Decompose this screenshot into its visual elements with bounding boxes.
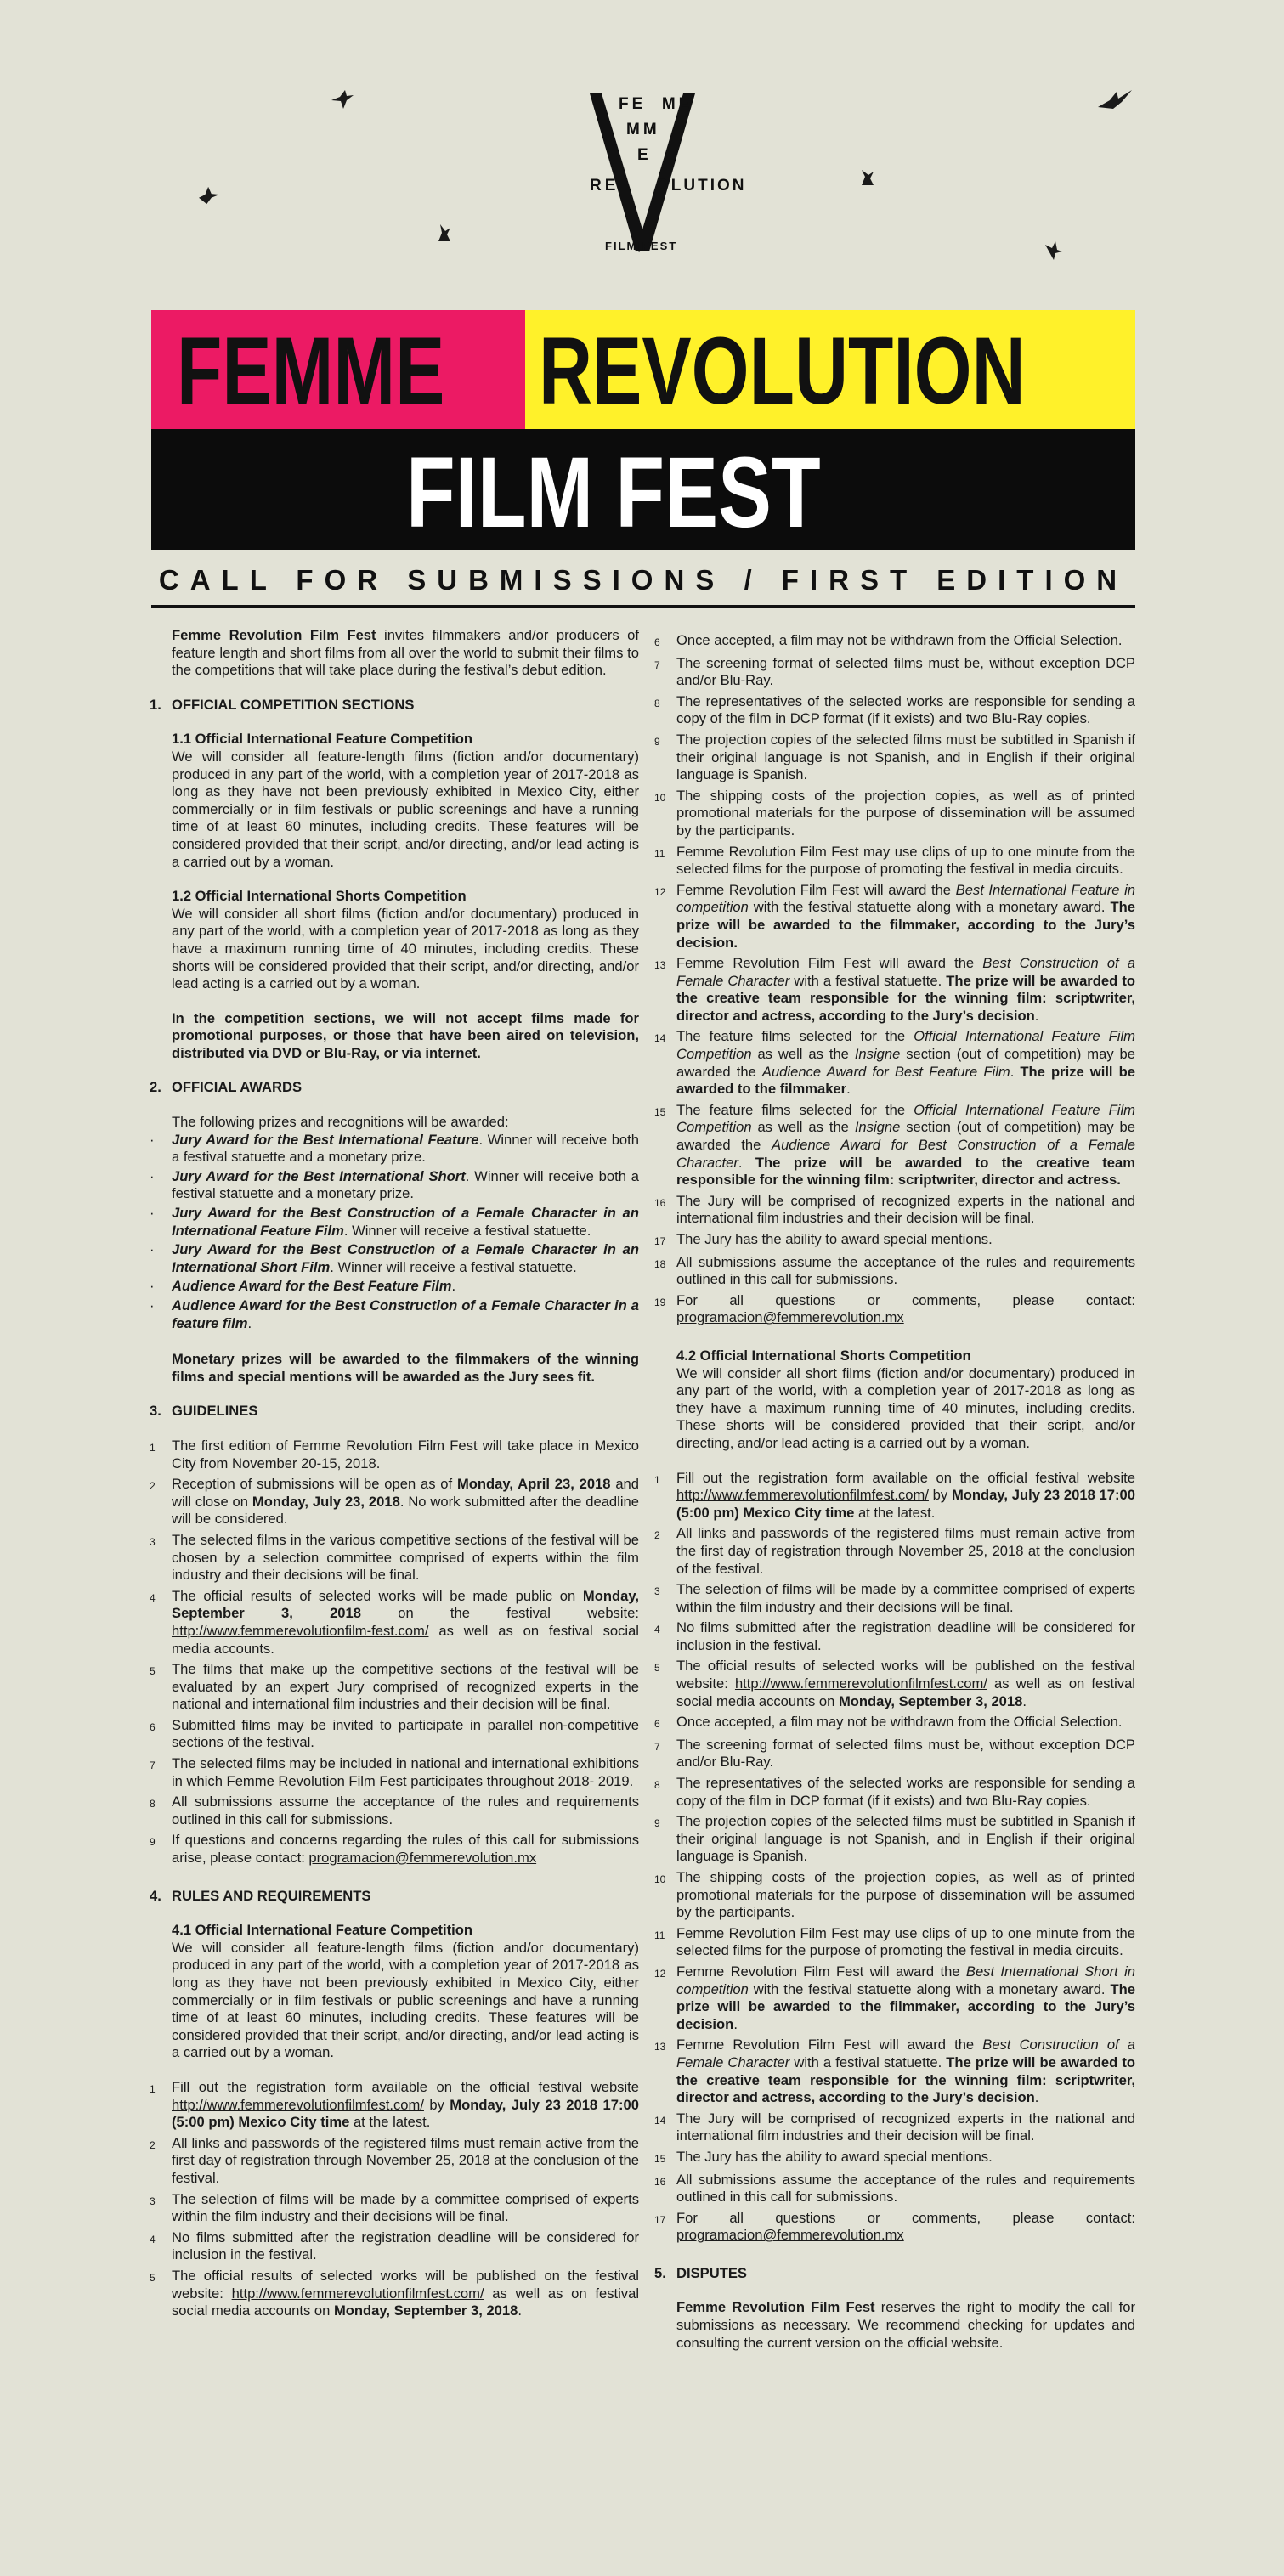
list-item-text: The projection copies of the selected films must be subtitled in Spanish if their original language is not Spanish, and in English if their original language is Spanish. [676,1813,1135,1865]
award-name: Audience Award for the Best Feature Film. [172,1278,456,1295]
award-name: Jury Award for the Best International Feature. Winner will receive both a festival statuette and a monetary prize. [172,1131,639,1166]
list-item [654,1102,1135,1189]
list-item-number: 4 [654,1624,660,1636]
list-item [654,1869,1135,1922]
list-item [654,2110,1135,2145]
left-column [150,627,639,2324]
festival-logo [0,0,1284,280]
section-5-heading: 5. DISPUTES [654,2264,747,2281]
award-description: . Winner will receive both a festival statuette and a monetary prize. [172,1131,639,1166]
list-item-text: The official results of selected works will be published on the festival website: http://www.femmerevolutionfilmfest.com/ as well as on festival social media accounts on Monday, September 3, 2018. [676,1658,1135,1709]
section-3-heading: 3. GUIDELINES [150,1403,258,1420]
list-item [150,1588,639,1658]
award-description: . Winner will receive both a festival statuette and a monetary prize. [172,1167,639,1202]
list-item-text: The Jury will be comprised of recognized experts in the national and international film industries and their decision will be final. [676,1192,1135,1227]
list-item-number: 16 [654,1196,666,1209]
award-item [150,1297,639,1332]
list-item-number: 14 [654,1032,666,1045]
list-item [150,1661,639,1714]
list-item-number: 3 [654,1585,660,1598]
list-item [150,2079,639,2132]
subsection-4-2-title: 4.2 Official International Shorts Competition [676,1347,971,1364]
banner-word-femme: FEMME [177,318,445,424]
list-item-number: 2 [654,1529,660,1542]
feature-rules-list-continued [654,632,1135,1327]
logo-line-4-left: RE [590,177,619,195]
list-item-number: 3 [150,1535,156,1548]
section-1-heading: 1. OFFICIAL COMPETITION SECTIONS [150,696,415,713]
list-item-number: 10 [654,791,666,804]
list-item [150,2191,639,2226]
list-item-text: The selection of films will be made by a committee comprised of experts within the film industry and their decisions will be final. [172,2190,639,2225]
bird-icon [330,88,355,110]
list-item [654,1193,1135,1228]
list-item-text: The Jury has the ability to award special mentions. [676,1231,993,1247]
list-item [150,2229,639,2264]
list-item-text: All links and passwords of the registered films must remain active from the first day of registration through November 25, 2018 at the conclusion of the festival. [172,2134,639,2186]
list-item [150,1755,639,1790]
list-item [150,2135,639,2188]
list-item-text: The Jury has the ability to award special mentions. [676,2148,993,2165]
list-item-number: 7 [654,658,660,671]
list-item-number: 9 [654,1817,660,1830]
bird-icon [435,223,454,243]
list-item-number: 16 [654,2175,666,2188]
competition-note: In the competition sections, we will not accept films made for promotional purposes, or those that have been aired on television, distributed via DVD or Blu-Ray, or via internet. [172,1009,639,1061]
list-item-number: 9 [150,1836,156,1849]
list-item [654,693,1135,728]
list-item-number: 9 [654,735,660,748]
list-item-number: 5 [150,1665,156,1678]
page-subtitle: CALL FOR SUBMISSIONS / FIRST EDITION [158,564,1128,596]
list-item [654,1775,1135,1810]
list-item-text: The screening format of selected films must be, without exception DCP and/or Blu-Ray. [676,1736,1135,1771]
list-item-text: For all questions or comments, please contact: programacion@femmerevolution.mx [676,2209,1135,2244]
list-item-text: Reception of submissions will be open as of Monday, April 23, 2018 and will close on Monday, July 23, 2018. No work submitted after the deadline will be considered. [172,1476,640,1528]
bullet-icon: · [150,1205,155,1222]
subsection-4-2-text: We will consider all short films (fiction and/or documentary) produced in any part of the world, with a completion year of 2017-2018 as long as they have a maximum running time of 40 minutes, including credits. These shorts will be considered provided that their script, and/or directing, and/or lead acting is a carried out by a woman. [676,1364,1135,1451]
banner-pink-block [151,310,525,429]
list-item-text: Femme Revolution Film Fest will award the Best Construction of a Female Character with a festival statuette. The prize will be awarded to the creative team responsible for the winning film: scriptwriter, director and actress, according to the Jury’s decision. [676,955,1135,1024]
awards-intro: The following prizes and recognitions will be awarded: [172,1114,509,1131]
subsection-1-2-title: 1.2 Official International Shorts Competition [172,888,467,905]
list-item-text: No films submitted after the registration deadline will be considered for inclusion in the festival. [172,2229,639,2263]
intro-paragraph: Femme Revolution Film Fest invites filmmakers and/or producers of feature length and short films from all over the world to submit their films to the competitions that will take place during the festival’s debut edition. [172,627,639,679]
guidelines-list [150,1438,639,1867]
list-item-text: The first edition of Femme Revolution Film Fest will take place in Mexico City from November 20-15, 2018. [172,1437,639,1472]
list-item-number: 8 [654,1779,660,1792]
banner-yellow-block [525,310,1135,429]
list-item [654,732,1135,784]
award-description: . Winner will receive a festival statuette. [330,1258,577,1275]
section-4-heading: 4. RULES AND REQUIREMENTS [150,1887,371,1904]
list-item [150,1832,639,1867]
award-item [150,1278,639,1296]
list-item-number: 3 [150,2195,156,2207]
awards-list [150,1132,639,1333]
list-item [654,1813,1135,1866]
list-item [150,1438,639,1472]
list-item [150,1476,639,1528]
list-item-number: 18 [654,1257,666,1270]
list-item-number: 2 [150,2138,156,2151]
list-item-number: 8 [654,697,660,709]
bird-icon [1096,88,1134,110]
list-item-number: 19 [654,1296,666,1308]
list-item-number: 2 [150,1480,156,1493]
list-item-number: 12 [654,1967,666,1980]
bird-icon [1044,240,1064,262]
list-item-text: The shipping costs of the projection copies, as well as of printed promotional materials for the purpose of dissemination will be assumed by the participants. [676,787,1135,839]
subtitle-divider [151,605,1135,608]
award-item [150,1205,639,1240]
list-item [654,2172,1135,2206]
logo-line-5: FILM|FEST [605,240,678,252]
list-item-text: Femme Revolution Film Fest may use clips of up to one minute from the selected films for the purpose of promoting the festival in media circuits. [676,843,1135,878]
logo-line-4-right: OLUTION [656,177,747,195]
bullet-icon: · [150,1131,155,1148]
list-item-text: Once accepted, a film may not be withdrawn from the Official Selection. [676,1714,1123,1731]
list-item-text: The Jury will be comprised of recognized experts in the national and international film industries and their decision will be final. [676,2110,1135,2144]
banner-word-revolution: REVOLUTION [539,318,1026,424]
list-item [150,1717,639,1752]
list-item-number: 17 [654,2213,666,2226]
list-item-number: 7 [654,1740,660,1753]
list-item [654,1714,1135,1733]
list-item-text: The selected films may be included in national and international exhibitions in which Femme Revolution Film Fest participates throughout 2018- 2019. [172,1755,639,1789]
list-item [654,788,1135,840]
list-item-text: The shipping costs of the projection copies, as well as of printed promotional materials for the purpose of dissemination will be assumed by the participants. [676,1869,1135,1921]
list-item [654,1925,1135,1960]
list-item-number: 8 [150,1798,156,1811]
list-item [150,1532,639,1585]
list-item [654,882,1135,952]
list-item-text: All links and passwords of the registered films must remain active from the first day of registration through November 25, 2018 at the conclusion of the festival. [676,1525,1135,1577]
list-item-number: 6 [150,1720,156,1733]
list-item-text: The representatives of the selected works are responsible for sending a copy of the film in DCP format (if it exists) and two Blu-Ray copies. [676,692,1135,727]
list-item-text: Femme Revolution Film Fest may use clips of up to one minute from the selected films for the purpose of promoting the festival in media circuits. [676,1924,1135,1959]
list-item [654,655,1135,690]
right-column [654,632,1135,2369]
list-item-text: The official results of selected works will be published on the festival website: http://www.femmerevolutionfilmfest.com/ as well as on festival social media accounts on Monday, September 3, 2018. [172,2267,640,2319]
list-item [654,1525,1135,1578]
list-item [150,2268,639,2320]
list-item-number: 11 [654,1929,665,1941]
list-item-text: Femme Revolution Film Fest will award the Best Construction of a Female Character with a festival statuette. The prize will be awarded to the creative team responsible for the winning film: scriptwriter, director and actress, according to the Jury’s decision. [676,2037,1135,2106]
award-description: . [247,1314,252,1331]
list-item-number: 17 [654,1235,666,1247]
feature-rules-list [150,2079,639,2320]
bird-icon [197,185,221,206]
list-item-text: Femme Revolution Film Fest will award the Best International Feature in competition with the festival statuette along with a monetary award. The prize will be awarded to the filmmaker, according to the Jury’s decision. [676,881,1136,951]
list-item-number: 1 [150,2082,156,2095]
list-item [654,1254,1135,1289]
bird-icon [858,168,877,187]
list-item [654,1028,1135,1098]
list-item-text: Submitted films may be invited to participate in parallel non-competitive sections of the festival. [172,1716,639,1751]
list-item-number: 15 [654,1105,666,1118]
list-item-number: 10 [654,1873,666,1885]
award-name: Audience Award for the Best Construction of a Female Character in a feature film. [172,1297,639,1331]
list-item [654,1658,1135,1710]
list-item [654,1737,1135,1771]
title-banner [151,310,1135,550]
list-item-number: 15 [654,2152,666,2165]
subsection-4-1-text: We will consider all feature-length films (fiction and/or documentary) produced in any part of the world, with a completion year of 2017-2018 as long as they have not been previously exhibited in Mexico City, either commercially or in film festivals or public screenings and have a running time of at least 60 minutes, including credits. These features will be considered provided that their script, and/or directing, and/or lead acting is a carried out by a woman. [172,1939,639,2061]
list-item-text: Once accepted, a film may not be withdrawn from the Official Selection. [676,632,1123,648]
banner-black-block [151,429,1135,550]
list-item-text: The official results of selected works will be made public on Monday, September 3, 2018 on the festival website: http://www.femmerevolutionfilm-fest.com/ as well as on festival social media accounts. [172,1587,639,1657]
list-item [654,2149,1135,2168]
list-item [654,1292,1135,1327]
banner-word-film-fest: FILM FEST [406,437,821,549]
award-description: . [451,1278,456,1295]
list-item-text: No films submitted after the registration deadline will be considered for inclusion in the festival. [676,1619,1135,1653]
list-item-number: 1 [654,1473,660,1486]
list-item-number: 6 [654,636,660,648]
short-rules-list [654,1470,1135,2245]
list-item [654,2037,1135,2106]
list-item-number: 6 [654,1718,660,1731]
section-2-heading: 2. OFFICIAL AWARDS [150,1079,303,1096]
award-name: Jury Award for the Best International Short. Winner will receive both a festival statuette and a monetary prize. [172,1167,639,1202]
list-item-text: All submissions assume the acceptance of the rules and requirements outlined in this call for submissions. [676,2171,1135,2206]
list-item [654,1581,1135,1616]
logo-line-1: FE ME [619,95,693,113]
list-item [654,844,1135,878]
bullet-icon: · [150,1278,155,1295]
list-item-text: The projection copies of the selected films must be subtitled in Spanish if their original language is not Spanish, and in English if their original language is Spanish. [676,731,1135,783]
list-item [654,632,1135,652]
subsection-1-2-text: We will consider all short films (fiction and/or documentary) produced in any part of the world, with a completion year of 2017-2018 as long as they have a maximum running time of 40 minutes, including credits. These shorts will be considered provided that their script, and/or directing, and/or lead acting is a carried out by a woman. [172,905,639,992]
list-item [654,1619,1135,1654]
list-item-number: 5 [654,1662,660,1675]
list-item-text: Fill out the registration form available on the official festival website http://www.femmerevolutionfilmfest.com/ by Monday, July 23 2018 17:00 (5:00 pm) Mexico City time at the latest. [676,1469,1135,1521]
list-item-text: The representatives of the selected works are responsible for sending a copy of the film in DCP format (if it exists) and two Blu-Ray copies. [676,1775,1135,1809]
subsection-1-1-text: We will consider all feature-length films (fiction and/or documentary) produced in any part of the world, with a completion year of 2017-2018 as long as they have not been previously exhibited in Mexico City, either commercially or in film festivals or public screenings and have a running time of at least 60 minutes, including credits. These features will be considered provided that their script, and/or directing, and/or lead acting is a carried out by a woman. [172,748,639,870]
list-item-number: 5 [150,2271,156,2284]
list-item-text: The selection of films will be made by a committee comprised of experts within the film industry and their decisions will be final. [676,1581,1135,1615]
list-item-number: 1 [150,1441,156,1454]
list-item-number: 7 [150,1760,156,1772]
award-name: Jury Award for the Best Construction of a Female Character in an International Short Film. Winner will receive a festival statuette. [172,1241,639,1275]
list-item-number: 12 [654,885,666,898]
list-item-text: The screening format of selected films must be, without exception DCP and/or Blu-Ray. [676,654,1135,689]
disputes-paragraph: Femme Revolution Film Fest reserves the right to modify the call for submissions as necessary. We recommend checking for updates and consulting the current version on the official website. [676,2299,1135,2351]
awards-note: Monetary prizes will be awarded to the filmmakers of the winning films and special mentions will be awarded as the Jury sees fit. [172,1351,639,1385]
list-item-text: All submissions assume the acceptance of the rules and requirements outlined in this call for submissions. [676,1253,1135,1288]
logo-line-2: MM [626,121,660,138]
bullet-icon: · [150,1167,155,1184]
list-item-number: 11 [654,847,665,860]
award-item [150,1241,639,1276]
bullet-icon: · [150,1297,155,1313]
bullet-icon: · [150,1241,155,1258]
logo-line-3: E [637,146,652,164]
list-item [654,1963,1135,2033]
list-item-text: Fill out the registration form available on the official festival website http://www.femmerevolutionfilmfest.com/ by Monday, July 23 2018 17:00 (5:00 pm) Mexico City time at the latest. [172,2078,639,2131]
subsection-4-1-title: 4.1 Official International Feature Competition [172,1922,473,1939]
list-item-text: The selected films in the various competitive sections of the festival will be chosen by a selection committee comprised of experts within the film industry and their decisions will be final. [172,1531,639,1584]
list-item-number: 14 [654,2114,666,2127]
award-item [150,1132,639,1167]
list-item-text: The feature films selected for the Official International Feature Film Competition as well as the Insigne section (out of competition) may be awarded the Audience Award for Best Construction of a Female Character. The prize will be awarded to the creative team responsible for the winning film: scriptwriter, director and actress. [676,1101,1135,1189]
award-item [150,1168,639,1203]
list-item-text: All submissions assume the acceptance of the rules and requirements outlined in this call for submissions. [172,1794,639,1827]
award-name: Jury Award for the Best Construction of a Female Character in an International Feature Film. Winner will receive a festival statuette. [172,1205,639,1239]
list-item-text: If questions and concerns regarding the rules of this call for submissions arise, please contact: programacion@femmerevolution.mx [172,1832,639,1867]
list-item [654,2210,1135,2245]
list-item-number: 4 [150,1591,156,1604]
list-item [654,1470,1135,1522]
list-item [150,1794,639,1828]
list-item-number: 13 [654,959,666,972]
list-item-text: For all questions or comments, please contact: programacion@femmerevolution.mx [676,1291,1135,1326]
list-item [654,955,1135,1025]
list-item [654,1231,1135,1251]
logo-v-mark [590,93,695,251]
list-item-text: The feature films selected for the Official International Feature Film Competition as well as the Insigne section (out of competition) may be awarded the Audience Award for Best Feature Film. The prize will be awarded to the filmmaker. [676,1028,1135,1098]
list-item-number: 4 [150,2233,156,2246]
subsection-1-1-title: 1.1 Official International Feature Competition [172,731,473,748]
list-item-text: Femme Revolution Film Fest will award the Best International Short in competition with the festival statuette along with a monetary award. The prize will be awarded to the filmmaker, according to the Jury’s decision. [676,1963,1135,2032]
award-description: . Winner will receive a festival statuette. [343,1222,591,1239]
list-item-text: The films that make up the competitive sections of the festival will be evaluated by an expert Jury comprised of recognized experts in the national and international film industries and their decision will be final. [172,1661,639,1713]
list-item-number: 13 [654,2041,666,2053]
